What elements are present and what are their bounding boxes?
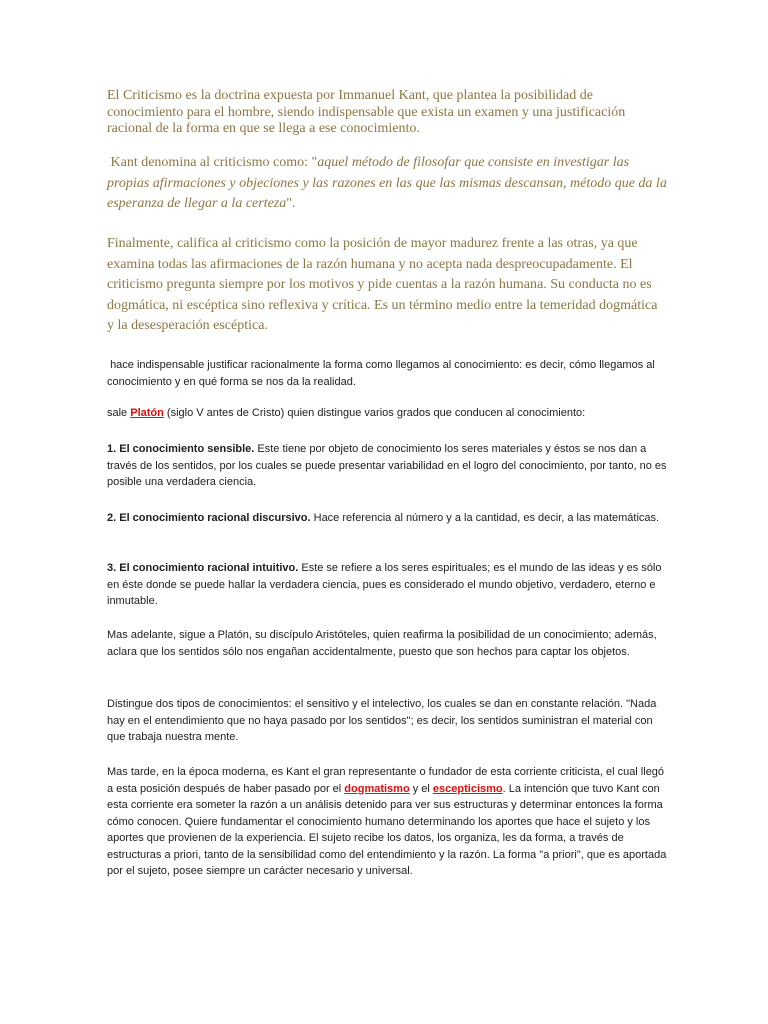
item-heading: 1. El conocimiento sensible. [107,443,255,455]
escepticismo-link[interactable]: escepticismo [432,782,503,795]
body-paragraph-platon [107,405,667,422]
body-text: Hace referencia al número y a la cantidad, es decir, a las matemáticas. [310,512,660,524]
body-text: . La intención que tuvo Kant con esta corriente era someter la razón a un análisis detenido para ver sus estructuras y determinar entonces la forma cómo conocen. Quiere fundamentar el conocimiento humano determinando los aportes que hace el sujeto y los aportes que provienen de la experiencia. El sujeto recibe los datos, los organiza, les da forma, a través de estructuras a priori, tanto de la sensibilidad como del entendimiento y la razón. La forma "a priori", que es aportada por el sujeto, posee siempre un carácter necesario y universal. [107,782,667,877]
body-text: hace indispensable justificar racionalmente la forma como llegamos al conocimiento: es decir, cómo llegamos al conocimiento y en qué forma se nos da la realidad. [107,359,655,388]
body-text: Este tiene por objeto de conocimiento los seres materiales y éstos se nos dan a través de los sentidos, por los cuales se puede presentar variabilidad en el logro del conocimiento, por tanto, no es posible una verdadera ciencia. [107,443,667,488]
body-paragraph-racional-intuitivo [107,560,667,610]
dogmatismo-link[interactable]: dogmatismo [344,782,410,795]
body-text: Este se refiere a los seres espirituales; es el mundo de las ideas y es sólo en éste donde se puede hallar la verdadera ciencia, pues es considerado el mundo objetivo, verdadero, eterno e inmutable. [107,562,662,607]
item-heading: 2. El conocimiento racional discursivo. [107,512,311,524]
body-text: sale [107,407,131,419]
quote-lead: Kant denomina al criticismo como: " [110,155,318,170]
quote-end: ". [286,196,296,211]
body-text: Mas tarde, en la época moderna, es Kant el gran representante o fundador de esta corriente criticista, el cual llegó a esta posición después de haber pasado por el [107,766,665,795]
body-paragraph-kant-moderna [107,764,667,880]
body-text: y el [409,782,433,795]
body-paragraph-aristoteles: Mas adelante, sigue a Platón, su discípulo Aristóteles, quien reafirma la posibilidad de un conocimiento; además, aclara que los sentidos sólo nos engañan accidentalmente, puesto que son hechos para captar los objetos. [107,629,657,658]
intro-paragraph-kant-definition [107,153,667,215]
item-heading: 3. El conocimiento racional intuitivo. [107,562,299,574]
intro-paragraph-finalmente: Finalmente, califica al criticismo como la posición de mayor madurez frente a las otras, ya que examina todas las afirmaciones de la razón humana y no acepta nada despreocupadamente. El criticismo pregunta siempre por los motivos y pide cuentas a la razón humana. Su conducta no es dogmática, ni escéptica sino reflexiva y crítica. Es un término medio entre la temeridad dogmática y la desesperación escéptica. [107,236,658,333]
body-paragraph-tipos-conocimiento: Distingue dos tipos de conocimientos: el sensitivo y el intelectivo, los cuales se dan en constante relación. "Nada hay en el entendimiento que no haya pasado por los sentidos"; es decir, los sentidos suministran el material con que trabaja nuestra mente. [107,698,657,743]
body-paragraph-conocimiento-sensible [107,441,667,491]
body-text: (siglo V antes de Cristo) quien distingue varios grados que conducen al conocimiento: [163,407,586,419]
body-paragraph-justificar [107,357,667,390]
platon-link[interactable]: Platón [130,407,164,419]
kant-quote: aquel método de filosofar que consiste en investigar las propias afirmaciones y objeciones y las razones en las que las mismas descansan, método que da la esperanza de llegar a la certeza [107,155,667,211]
body-paragraph-racional-discursivo [107,510,667,527]
intro-paragraph-criticismo: El Criticismo es la doctrina expuesta por Immanuel Kant, que plantea la posibilidad de conocimiento para el hombre, siendo indispensable que exista un examen y una justificación racional de la forma en que se llega a ese conocimiento. [107,88,626,136]
